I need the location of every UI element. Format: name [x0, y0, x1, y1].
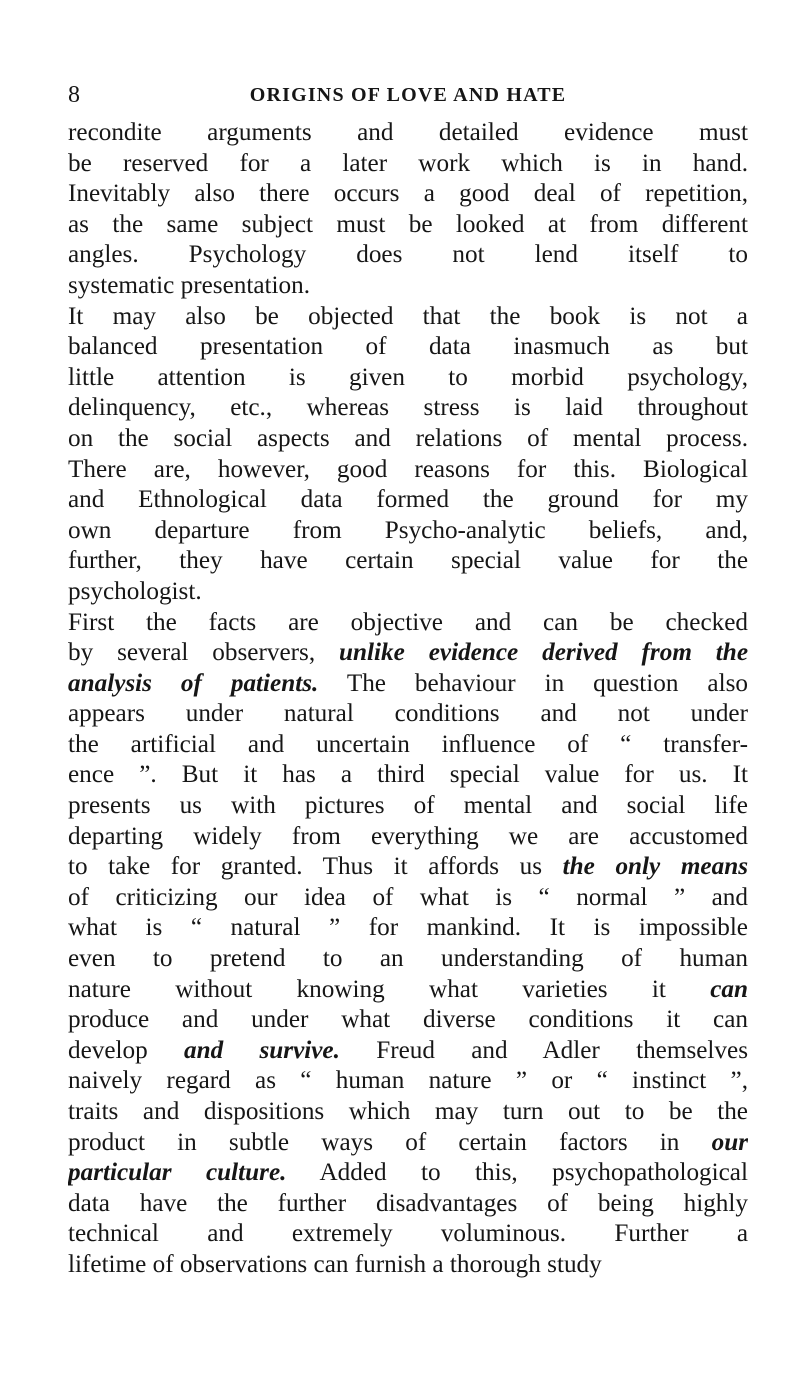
text-segment: as the same subject must be looked at from different: [68, 210, 748, 238]
text-segment: recondite arguments and detailed evidence must: [68, 119, 748, 146]
italic-text: can: [710, 975, 748, 1003]
text-segment: of criticizing our idea of what is “ normal ” and: [68, 883, 748, 911]
page-header: [68, 78, 748, 118]
italic-text: our: [711, 1128, 748, 1156]
text-line: [68, 149, 748, 180]
text-line: [68, 1066, 748, 1097]
text-line: [68, 791, 748, 822]
text-line: [68, 546, 748, 577]
text-line: [68, 1097, 748, 1128]
text-segment: even to pretend to an understanding of human: [68, 945, 748, 973]
text-line: [68, 455, 748, 486]
text-segment: further, they have certain special value for the: [68, 547, 748, 575]
text-line: [68, 118, 748, 149]
text-line: [68, 1128, 748, 1159]
text-line: [68, 179, 748, 210]
running-title: ORIGINS OF LOVE AND HATE: [249, 84, 567, 106]
text-segment: The behaviour in question also: [318, 669, 748, 697]
text-segment: traits and dispositions which may turn out to be the: [68, 1098, 748, 1125]
text-segment: what is “ natural ” for mankind. It is impossible: [68, 914, 748, 942]
text-segment: lifetime of observations can furnish a thorough study: [68, 1250, 602, 1278]
text-segment: to take for granted. Thus it affords us: [68, 853, 563, 881]
text-line: [68, 669, 748, 700]
text-segment: ence ”. But it has a third special value for us. It: [68, 761, 748, 789]
text-segment: develop: [68, 1036, 184, 1064]
text-segment: There are, however, good reasons for this. Biological: [68, 455, 748, 483]
text-segment: on the social aspects and relations of mental process.: [68, 424, 748, 452]
text-segment: psychologist.: [68, 577, 202, 605]
text-segment: the artificial and uncertain influence of “ transfer-: [68, 730, 748, 758]
text-segment: systematic presentation.: [68, 271, 311, 299]
page-number: 8: [68, 82, 81, 108]
text-line: [68, 822, 748, 853]
text-segment: naively regard as “ human nature ” or “ instinct ”,: [68, 1067, 748, 1095]
text-segment: It may also be objected that the book is not a: [68, 302, 748, 330]
text-line: [68, 730, 748, 761]
text-segment: produce and under what diverse conditions it can: [68, 1006, 748, 1034]
text-line: [68, 210, 748, 241]
text-line: [68, 516, 748, 547]
text-line: [68, 1189, 748, 1220]
text-segment: appears under natural conditions and not under: [68, 700, 748, 728]
italic-text: the only means: [562, 853, 748, 881]
text-line: [68, 577, 748, 608]
text-segment: own departure from Psycho-analytic beliefs, and,: [68, 516, 748, 544]
text-segment: be reserved for a later work which is in hand.: [68, 149, 748, 177]
text-line: [68, 1005, 748, 1036]
body-text: [68, 118, 748, 1281]
text-segment: nature without knowing what varieties it: [68, 975, 711, 1003]
text-line: [68, 638, 748, 669]
text-line: [68, 699, 748, 730]
text-segment: Inevitably also there occurs a good deal of repetition,: [68, 180, 748, 208]
text-segment: little attention is given to morbid psychology,: [68, 363, 748, 391]
text-segment: Freud and Adler themselves: [339, 1036, 748, 1064]
text-segment: presents us with pictures of mental and social life: [68, 792, 748, 820]
text-segment: by several observers,: [68, 639, 340, 667]
text-line: [68, 363, 748, 394]
italic-text: analysis of patients.: [68, 669, 319, 697]
text-line: [68, 240, 748, 271]
text-line: [68, 302, 748, 333]
text-line: [68, 1219, 748, 1250]
text-segment: Added to this, psychopathological: [286, 1159, 748, 1187]
book-page: [68, 78, 748, 1281]
text-segment: product in subtle ways of certain factors in: [68, 1128, 712, 1156]
text-line: [68, 608, 748, 639]
text-line: [68, 883, 748, 914]
text-line: [68, 271, 748, 302]
text-line: [68, 760, 748, 791]
text-line: [68, 424, 748, 455]
text-line: [68, 485, 748, 516]
text-segment: First the facts are objective and can be checked: [68, 608, 748, 636]
text-line: [68, 393, 748, 424]
text-line: [68, 332, 748, 363]
text-line: [68, 1036, 748, 1067]
text-segment: data have the further disadvantages of being highly: [68, 1189, 748, 1217]
text-segment: delinquency, etc., whereas stress is laid throughout: [68, 394, 748, 422]
italic-text: particular culture.: [68, 1159, 287, 1187]
text-line: [68, 852, 748, 883]
text-line: [68, 975, 748, 1006]
text-segment: and Ethnological data formed the ground for my: [68, 486, 748, 514]
text-segment: angles. Psychology does not lend itself to: [68, 241, 748, 269]
text-segment: departing widely from everything we are accustomed: [68, 822, 748, 850]
text-segment: technical and extremely voluminous. Further a: [68, 1220, 748, 1248]
text-line: [68, 913, 748, 944]
italic-text: and survive.: [184, 1036, 340, 1064]
text-line: [68, 944, 748, 975]
text-segment: balanced presentation of data inasmuch as but: [68, 333, 748, 361]
text-line: [68, 1250, 748, 1281]
italic-text: unlike evidence derived from the: [339, 639, 748, 667]
text-line: [68, 1158, 748, 1189]
